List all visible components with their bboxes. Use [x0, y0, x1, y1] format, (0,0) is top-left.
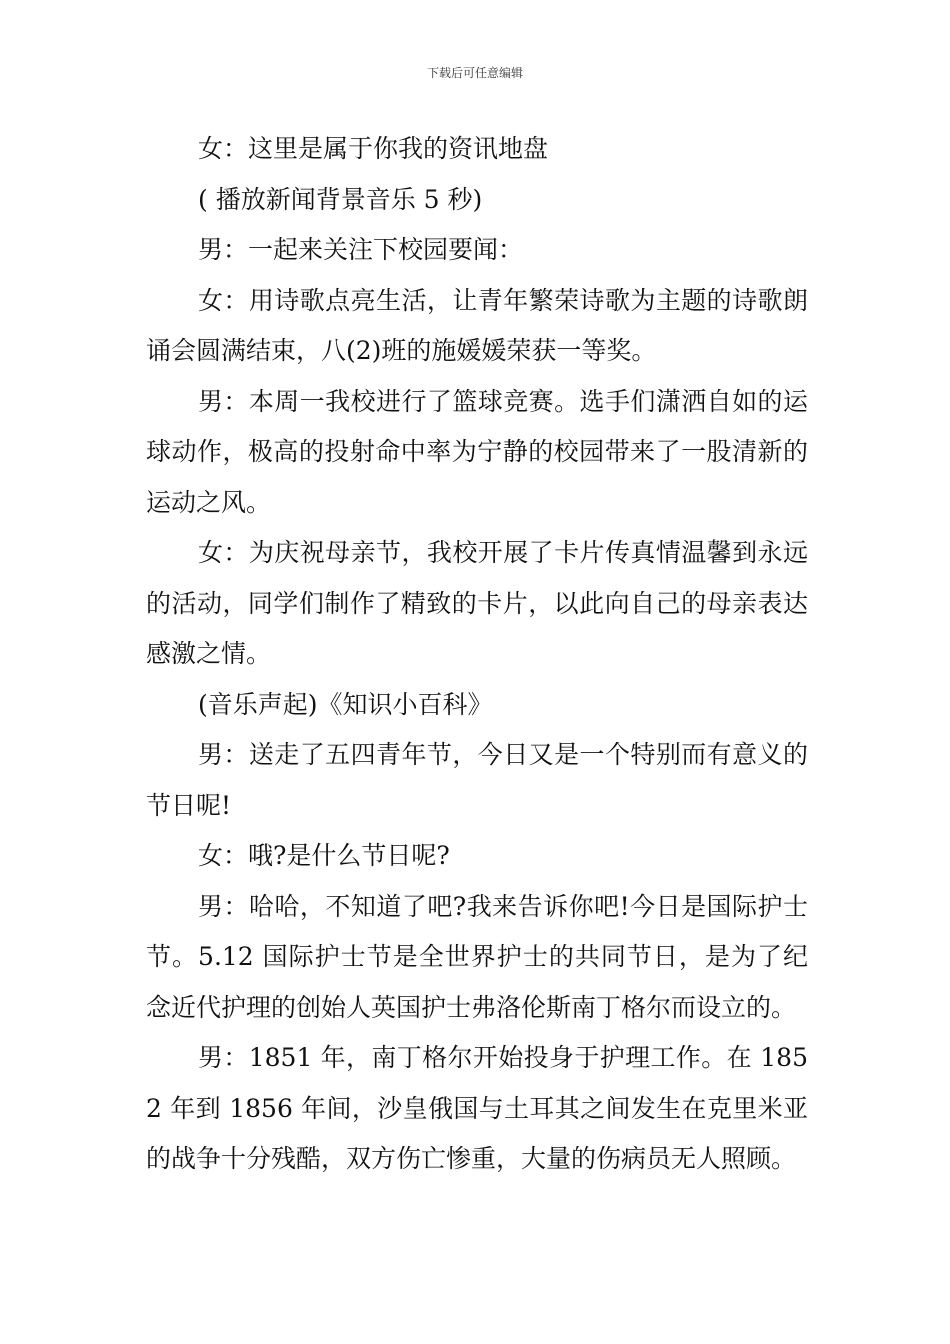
paragraph: 男：哈哈，不知道了吧?我来告诉你吧!今日是国际护士节。5.12 国际护士节是全世界护士的共同节日，是为了纪念近代护理的创始人英国护士弗洛伦斯南丁格尔而设立的。	[146, 891, 808, 1022]
page-header: 下载后可任意编辑	[426, 66, 523, 80]
paragraph: (音乐声起)《知识小百科》	[198, 689, 493, 719]
paragraph: 男：本周一我校进行了篮球竞赛。选手们潇洒自如的运球动作，极高的投射命中率为宁静的校园带来了一股清新的运动之风。	[146, 386, 808, 517]
paragraph: 女：这里是属于你我的资讯地盘	[198, 134, 549, 163]
paragraph: 男：一起来关注下校园要闻：	[198, 235, 524, 264]
paragraph: 女：哦?是什么节日呢?	[198, 841, 450, 870]
paragraph: 女：为庆祝母亲节，我校开展了卡片传真情温馨到永远的活动，同学们制作了精致的卡片，以此向自己的母亲表达感激之情。	[146, 538, 808, 668]
document-body	[146, 124, 808, 1185]
paragraph: 女：用诗歌点亮生活，让青年繁荣诗歌为主题的诗歌朗诵会圆满结束，八(2)班的施媛媛荣获一等奖。	[146, 285, 808, 365]
paragraph: 男：1851 年，南丁格尔开始投身于护理工作。在 1852 年到 1856 年间，沙皇俄国与土耳其之间发生在克里米亚的战争十分残酷，双方伤亡惨重，大量的伤病员无人照顾。	[146, 1043, 808, 1173]
paragraph: ( 播放新闻背景音乐 5 秒)	[198, 184, 483, 214]
paragraph: 男：送走了五四青年节，今日又是一个特别而有意义的节日呢!	[146, 740, 808, 820]
